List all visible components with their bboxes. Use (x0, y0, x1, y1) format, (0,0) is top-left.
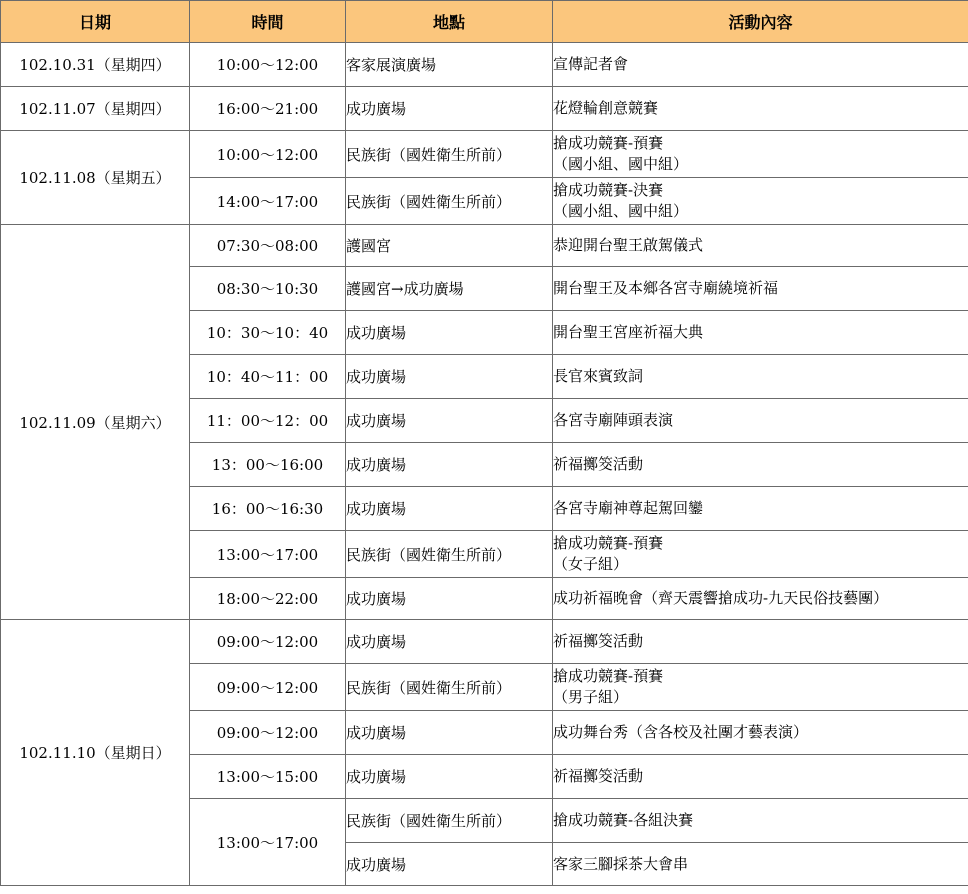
date-cell: 102.11.10（星期日） (1, 620, 190, 886)
activity-line: 成功舞台秀（含各校及社團才藝表演） (553, 723, 809, 741)
activity-line: 宣傳記者會 (553, 55, 629, 73)
activity-cell (553, 43, 968, 87)
time-cell: 10：40～11：00 (190, 355, 346, 399)
activity-cell (553, 664, 968, 711)
table-row (1, 43, 968, 87)
time-cell: 13:00～17:00 (190, 531, 346, 578)
activity-line: 搶成功競賽-預賽 (553, 534, 664, 552)
place-cell: 成功廣場 (346, 843, 553, 886)
header-place: 地點 (346, 1, 553, 43)
place-cell: 民族街（國姓衛生所前） (346, 531, 553, 578)
place-cell: 成功廣場 (346, 487, 553, 531)
activity-line: 長官來賓致詞 (553, 367, 644, 385)
time-cell: 14:00～17:00 (190, 178, 346, 225)
time-cell: 11：00～12：00 (190, 399, 346, 443)
place-cell: 成功廣場 (346, 355, 553, 399)
place-cell: 護國宮 (346, 225, 553, 267)
activity-line: 各宮寺廟神尊起駕回鑾 (553, 499, 704, 517)
activity-line: 成功祈福晚會（齊天震響搶成功-九天民俗技藝團） (553, 589, 889, 607)
table-row (1, 225, 968, 267)
activity-cell (553, 843, 968, 886)
activity-cell (553, 225, 968, 267)
time-cell: 10：30～10：40 (190, 311, 346, 355)
activity-cell (553, 87, 968, 131)
activity-cell (553, 443, 968, 487)
date-cell: 102.11.09（星期六） (1, 225, 190, 620)
time-cell: 13：00～16:00 (190, 443, 346, 487)
activity-cell (553, 620, 968, 664)
time-cell: 09:00～12:00 (190, 664, 346, 711)
place-cell: 成功廣場 (346, 755, 553, 799)
activity-subline: （男子組） (553, 688, 629, 706)
place-cell: 民族街（國姓衛生所前） (346, 178, 553, 225)
place-cell: 成功廣場 (346, 443, 553, 487)
table-row (1, 620, 968, 664)
activity-line: 搶成功競賽-預賽 (553, 667, 664, 685)
date-cell: 102.10.31（星期四） (1, 43, 190, 87)
activity-line: 搶成功競賽-決賽 (553, 181, 664, 199)
activity-line: 客家三腳採茶大會串 (553, 854, 689, 873)
time-cell: 09:00～12:00 (190, 620, 346, 664)
place-cell: 護國宮→成功廣場 (346, 267, 553, 311)
time-cell: 10:00～12:00 (190, 43, 346, 87)
header-activity: 活動內容 (553, 1, 968, 43)
time-cell: 10:00～12:00 (190, 131, 346, 178)
header-date: 日期 (1, 1, 190, 43)
date-cell: 102.11.07（星期四） (1, 87, 190, 131)
place-cell: 民族街（國姓衛生所前） (346, 131, 553, 178)
place-cell: 成功廣場 (346, 578, 553, 620)
time-cell: 13:00～17:00 (190, 799, 346, 886)
header-time: 時間 (190, 1, 346, 43)
activity-line: 搶成功競賽-各組決賽 (553, 811, 694, 829)
time-cell: 16：00～16:30 (190, 487, 346, 531)
place-cell: 成功廣場 (346, 620, 553, 664)
time-cell: 08:30～10:30 (190, 267, 346, 311)
activity-cell (553, 578, 968, 620)
place-cell: 客家展演廣場 (346, 43, 553, 87)
activity-line: 花燈輪創意競賽 (553, 99, 659, 117)
activity-subline: （國小組、國中組） (553, 155, 689, 173)
activity-cell (553, 399, 968, 443)
activity-line: 祈福擲筊活動 (553, 455, 644, 473)
activity-cell (553, 531, 968, 578)
date-cell: 102.11.08（星期五） (1, 131, 190, 225)
activity-line: 各宮寺廟陣頭表演 (553, 411, 674, 429)
activity-line: 搶成功競賽-預賽 (553, 134, 664, 152)
time-cell: 09:00～12:00 (190, 711, 346, 755)
activity-line: 祈福擲筊活動 (553, 767, 644, 785)
activity-line: 開台聖王及本鄉各宮寺廟繞境祈福 (553, 279, 779, 297)
place-cell: 民族街（國姓衛生所前） (346, 664, 553, 711)
activity-cell (553, 131, 968, 178)
place-cell: 成功廣場 (346, 399, 553, 443)
activity-cell (553, 267, 968, 311)
activity-line: 祈福擲筊活動 (553, 632, 644, 650)
activity-cell (553, 487, 968, 531)
time-cell: 16:00～21:00 (190, 87, 346, 131)
activity-subline: （國小組、國中組） (553, 202, 689, 220)
activity-line: 開台聖王宮座祈福大典 (553, 323, 704, 341)
activity-cell (553, 755, 968, 799)
activity-subline: （女子組） (553, 555, 629, 573)
activity-cell (553, 178, 968, 225)
place-cell: 成功廣場 (346, 87, 553, 131)
activity-cell (553, 711, 968, 755)
activity-line: 恭迎開台聖王啟駕儀式 (553, 236, 704, 254)
place-cell: 成功廣場 (346, 311, 553, 355)
activity-cell (553, 799, 968, 843)
table-row (1, 87, 968, 131)
time-cell: 13:00～15:00 (190, 755, 346, 799)
place-cell: 民族街（國姓衛生所前） (346, 799, 553, 843)
activity-cell (553, 355, 968, 399)
time-cell: 18:00～22:00 (190, 578, 346, 620)
header-row (1, 1, 968, 43)
table-row (1, 131, 968, 178)
activity-cell (553, 311, 968, 355)
place-cell: 成功廣場 (346, 711, 553, 755)
time-cell: 07:30～08:00 (190, 225, 346, 267)
